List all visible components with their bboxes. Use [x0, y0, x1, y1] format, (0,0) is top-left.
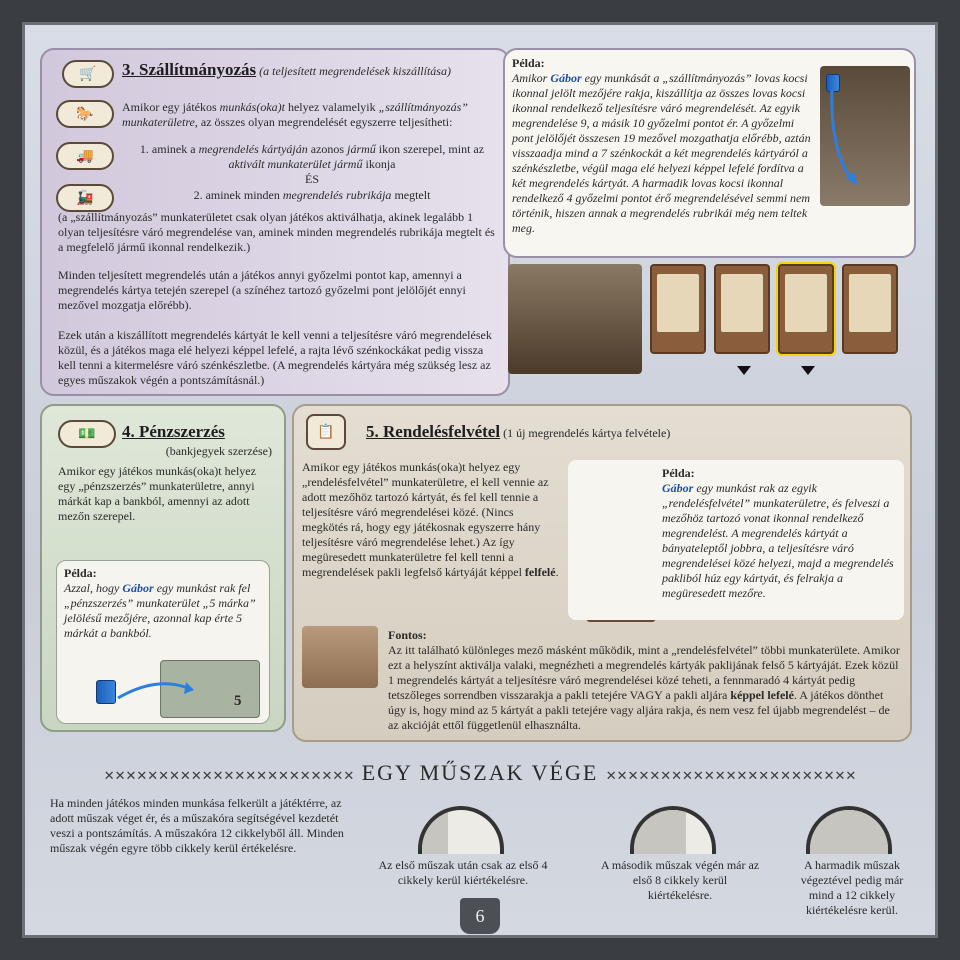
order-card-1	[650, 264, 706, 354]
section3-title: 3. Szállítmányozás	[122, 60, 257, 79]
section3-cond2: 2. aminek minden megrendelés rubrikája megtelt	[193, 188, 431, 202]
section4-title: 4. Pénzszerzés	[122, 422, 225, 441]
section4-example-text: Példa: Azzal, hogy Gábor egy munkást rak fel „pénzszerzés” munkaterület „5 márka” jelölésű mezőjére, azonnal kap érte 5 márkát a bankból.	[64, 566, 256, 640]
section4-body: Amikor egy játékos munkás(oka)t helyez egy „pénzszerzés” munkaterületre, annyi márkát kap a bankból, amennyi az adott mezőn szerepel.	[58, 464, 256, 523]
end-shift-text: Ha minden játékos minden munkása felkerült a játéktérre, az adott műszak véget ér, és a műszakóra segítségével kezdetét veszi a pontszámítás. A műszakóra 12 cikkelyből áll. Minden műszak végén egyre több cikkely kerül értékelésre.	[50, 796, 344, 855]
shift-caption-1: Az első műszak után csak az első 4 cikkely kerül kiértékelésre.	[378, 858, 548, 887]
mine-building-image	[508, 264, 642, 374]
section5-body: Amikor egy játékos munkás(oka)t helyez egy „rendelésfelvétel” munkaterületre, el kell vennie az adott mezőhöz tartozó kártyát, és fel kell tennie a teljesítésre váró megrendelései közé. (Nincs megkötés rá, hogy egy játékosnak egyszerre hány teljesítésre váró megrendelése lehet.) Az így megüresedett munkaterületre fel kell tenni a megrendelések pakli legfelső kártyáját képpel felfelé.	[302, 460, 559, 579]
section5-subtitle: (1 új megrendelés kártya felvétele)	[503, 426, 671, 440]
order-card-2	[714, 264, 770, 354]
horse-cart-icon: 🐎	[56, 100, 114, 128]
section3-intro: Amikor egy játékos munkás(oka)t helyez valamelyik „szállítmányozás” munkaterületre, az összes olyan megrendelését egyszerre teljesítheti:	[122, 100, 468, 129]
order-card-4	[842, 264, 898, 354]
move-arrow-icon	[116, 676, 196, 706]
section3-note: (a „szállítmányozás” munkaterületet csak olyan játékos aktiválhatja, akinek legalább 1 olyan teljesítésre váró megrendelése van, aminek minden megrendelés rubrikája megtelt és a megfelelő jármű ikonnal rendelkezik.)	[58, 210, 495, 254]
order-card-icon: 📋	[306, 414, 346, 450]
coin-value: 5	[234, 693, 242, 709]
page-number: 6	[460, 898, 500, 934]
special-field-image	[302, 626, 378, 688]
shift-caption-2: A második műszak végén már az első 8 cikkely kerül kiértékelésre.	[600, 858, 760, 902]
truck-icon: 🚚	[56, 142, 114, 170]
section5-example-text: Példa: Gábor egy munkást rak az egyik „rendelésfelvétel” munkaterületre, és felveszi a mezőhöz tartozó vonat ikonnal rendelkező megrendelést. A megrendelés kártyát a bányateleptől jobbra, a teljesítésre váró megrendelései közé helyezi, majd a megrendelés pakliból húz egy kártyát, és felrakja a megüresedett mezőre.	[662, 466, 894, 600]
section3-para2: Minden teljesített megrendelés után a játékos annyi győzelmi pontot kap, amennyi a megrendelés kártya tetején szerepel (a színéhez tartozó győzelmi pont jelölőjét ennyi mezővel mozgatja előrébb).	[58, 268, 466, 312]
section5-important: Fontos: Az itt található különleges mező másként működik, mint a „rendelésfelvétel” többi munkaterülete. Amikor ezt a helyszínt aktiválja valaki, megnézheti a megrendelés kártyák paklijának felső 5 kártyáját. Ezek közül 1 megrendelés kártyát a teljesítésre váró megrendelései közé teheti, a fennmaradó 4 kártyát pedig tetszőleges sorrendben visszarakja a pakli tetejére VAGY a pakli aljára képpel lefelé. A játékos dönthet úgy is, hogy mind az 5 kártyát a pakli tetejére vagy aljára rakja, és nem vesz fel újabb megrendelést – de az akcióját ettől függetlenül elhasználta.	[388, 628, 900, 732]
section3-subtitle: (a teljesített megrendelések kiszállítása)	[259, 64, 451, 78]
small-cart-icon: 🛒	[62, 60, 114, 88]
example1-text: Példa: Amikor Gábor egy munkását a „szállítmányozás” lovas kocsi ikonnal jelölt mezőjére rakja, kiszállítja az összes lovas kocsi ikonnal rendelkező teljesítésre váró megrendelését. Az egyik megrendelése 9, a másik 10 győzelmi pontot ér. A győzelmi pont jelölőjét összesen 19 mezővel mozgathatja előrébb, aztán visszaadja mind a 7 szénkockát a két megrendelés kártyáról a szénkészletbe, végül maga elé helyezi képpel lefelé fordítva a két megrendelés kártyát. A harmadik lovas kocsi ikonnal rendelkező 4 győzelmi pontot érő megrendelésével semmi nem történik, hiszen annak a megrendelés rubrikái még nem teltek meg.	[512, 56, 811, 235]
section5-heading	[366, 424, 806, 441]
end-shift-title: EGY MŰSZAK VÉGE	[361, 760, 599, 785]
order-card-3	[778, 264, 834, 354]
decorative-border-icon: ✕✕✕✕✕✕✕✕✕✕✕✕✕✕✕✕✕✕✕✕✕✕✕	[605, 768, 857, 783]
shift-clock-3	[806, 806, 892, 854]
train-icon: 🚂	[56, 184, 114, 212]
shift-caption-3: A harmadik műszak végeztével pedig már mind a 12 cikkely kiértékelésre kerül.	[800, 858, 904, 917]
section3-heading	[122, 62, 502, 79]
end-shift-heading	[32, 760, 928, 786]
section3-para3: Ezek után a kiszállított megrendelés kártyát le kell venni a teljesítésre váró megrendelések közül, és a játékos maga elé helyezi képpel lefelé, a rajta lévő szénkockákat pedig vissza kell tenni a kitermelésre váró szénkészletbe. (A megrendelés kártyára még szükség lesz az egyes műszakok végén a pontszámításnál.)	[58, 328, 492, 387]
down-arrow-icon	[801, 366, 815, 375]
worker-cube-icon	[96, 680, 116, 704]
section3-cond1: 1. aminek a megrendelés kártyáján azonos jármű ikon szerepel, mint az aktivált munkaterület jármű ikonja	[139, 142, 485, 171]
banknote-icon: 💵	[58, 420, 116, 448]
section4-heading	[122, 424, 282, 441]
section3-and: ÉS	[304, 172, 319, 186]
down-arrow-icon	[737, 366, 751, 375]
section5-title: 5. Rendelésfelvétel	[366, 422, 501, 441]
decorative-border-icon: ✕✕✕✕✕✕✕✕✕✕✕✕✕✕✕✕✕✕✕✕✕✕✕	[103, 768, 355, 783]
section4-subtitle: (bankjegyek szerzése)	[165, 444, 272, 458]
move-arrow-icon	[822, 90, 862, 190]
